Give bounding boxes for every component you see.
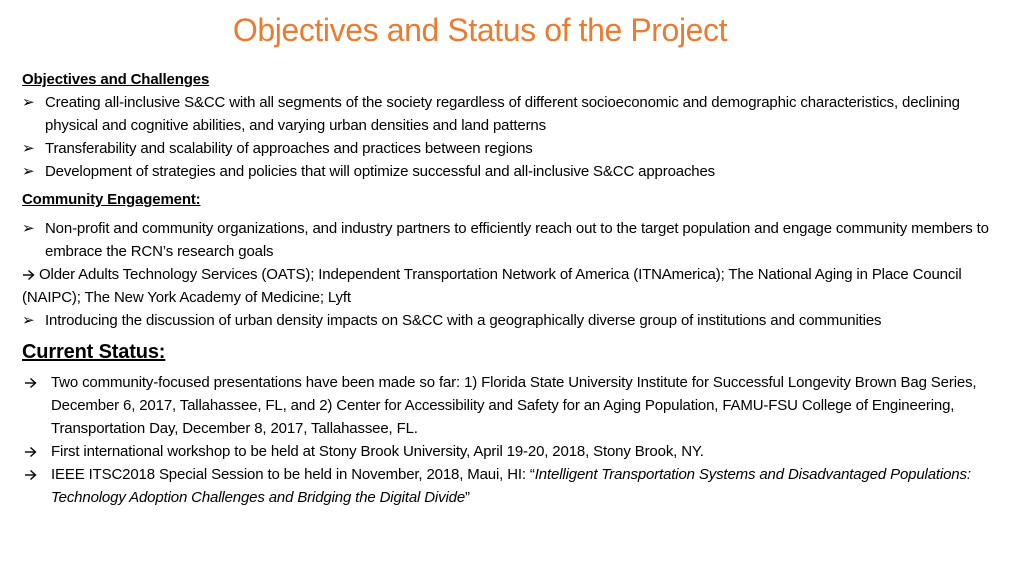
objectives-bullet-text: Creating all-inclusive S&CC with all segments of the society regardless of different socioeconomic and demographic characteristics, declining physical and cognitive abilities, and varying urban densities and land patterns xyxy=(45,94,960,134)
slide-title: Objectives and Status of the Project xyxy=(232,12,728,48)
arrow-right-icon xyxy=(22,269,35,281)
community-bullet xyxy=(22,217,1012,263)
objectives-bullet-text: Development of strategies and policies that will optimize successful and all-inclusive S&CC approaches xyxy=(45,163,716,180)
chevron-bullet-icon: ➢ xyxy=(22,140,35,157)
objectives-heading: Objectives and Challenges xyxy=(22,71,210,88)
chevron-bullet-icon: ➢ xyxy=(22,220,35,237)
arrow-right-icon xyxy=(24,371,37,394)
chevron-bullet-icon: ➢ xyxy=(22,94,35,111)
session-title: Intelligent Transportation Systems and Disadvantaged Populations: Technology Adoption Challenges and Bridging the Digital Divide xyxy=(51,466,971,506)
status-item xyxy=(22,463,1012,509)
partners-line xyxy=(22,263,1012,309)
status-item xyxy=(22,440,1012,463)
status-heading: Current Status: xyxy=(22,341,166,363)
objectives-bullet-text: Transferability and scalability of approaches and practices between regions xyxy=(45,140,533,157)
community-bullet-text: Introducing the discussion of urban density impacts on S&CC with a geographically diverse group of institutions and communities xyxy=(45,312,882,329)
objectives-bullet xyxy=(22,160,1012,183)
chevron-bullet-icon: ➢ xyxy=(22,312,35,329)
slide-content xyxy=(22,68,1012,509)
status-item-prefix: IEEE ITSC2018 Special Session to be held in November, 2018, Maui, HI: “ xyxy=(51,466,535,483)
partners-text: Older Adults Technology Services (OATS); Independent Transportation Network of America (ITNAmerica); The National Aging in Place Council (NAIPC); The New York Academy of Medicine; Lyft xyxy=(22,266,962,306)
community-bullet-text: Non-profit and community organizations, and industry partners to efficiently reach out to the target population and engage community members to embrace the RCN’s research goals xyxy=(45,220,989,260)
objectives-bullet xyxy=(22,137,1012,160)
arrow-right-icon xyxy=(24,440,37,463)
status-item-text: First international workshop to be held at Stony Brook University, April 19-20, 2018, Stony Brook, NY. xyxy=(51,443,704,460)
community-heading: Community Engagement: xyxy=(22,191,201,208)
status-item-text: Two community-focused presentations have been made so far: 1) Florida State University Institute for Successful Longevity Brown Bag Series, December 6, 2017, Tallahassee, FL, and 2) Center for Accessibility and Safety for an Aging Population, FAMU-FSU College of Engineering, Transportation Day, December 8, 2017, Tallahassee, FL. xyxy=(51,374,977,437)
chevron-bullet-icon: ➢ xyxy=(22,163,35,180)
community-bullet xyxy=(22,309,1012,332)
objectives-bullet xyxy=(22,91,1012,137)
arrow-right-icon xyxy=(24,463,37,486)
status-item-suffix: ” xyxy=(465,489,470,506)
status-item xyxy=(22,371,1012,440)
